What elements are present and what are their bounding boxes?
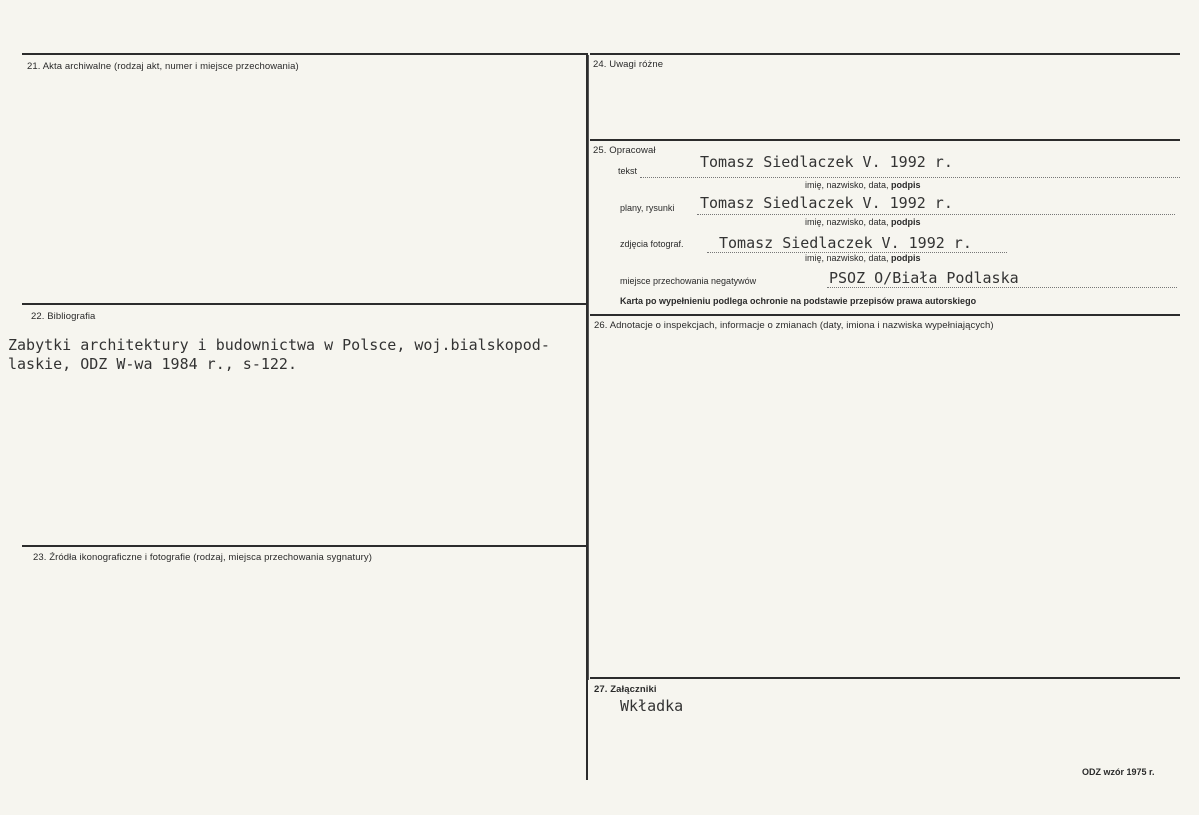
plany-caption-bold: podpis bbox=[891, 217, 921, 227]
attachments-value: Wkładka bbox=[620, 697, 684, 715]
section-24-label: 24. Uwagi różne bbox=[593, 59, 664, 70]
negatywy-value: PSOZ O/Biała Podlaska bbox=[829, 269, 1019, 287]
zdjecia-caption-bold: podpis bbox=[891, 253, 921, 263]
section-21-label: 21. Akta archiwalne (rodzaj akt, numer i miejsce przechowania) bbox=[27, 61, 299, 72]
zdjecia-caption bbox=[805, 253, 921, 263]
form-code: ODZ wzór 1975 r. bbox=[1082, 767, 1155, 777]
tekst-caption-bold: podpis bbox=[891, 180, 921, 190]
section-23-label: 23. Źródła ikonograficzne i fotografie (rodzaj, miejsca przechowania sygnatury) bbox=[33, 552, 372, 563]
negatywy-dotted-line bbox=[827, 287, 1177, 288]
rule-24-25 bbox=[590, 139, 1180, 141]
plany-value: Tomasz Siedlaczek V. 1992 r. bbox=[700, 194, 953, 212]
rule-22-23 bbox=[22, 545, 586, 547]
bibliography-line-1: Zabytki architektury i budownictwa w Polsce, woj.bialskopod- bbox=[8, 336, 550, 354]
rule-26-27 bbox=[590, 677, 1180, 679]
copyright-note: Karta po wypełnieniu podlega ochronie na podstawie przepisów prawa autorskiego bbox=[620, 296, 977, 306]
tekst-caption bbox=[805, 180, 921, 190]
section-22-label: 22. Bibliografia bbox=[31, 311, 96, 322]
right-column-divider bbox=[588, 55, 589, 680]
section-26-label: 26. Adnotacje o inspekcjach, informacje o zmianach (daty, imiona i nazwiska wypełniających) bbox=[594, 320, 994, 331]
plany-caption-text: imię, nazwisko, data, bbox=[805, 217, 892, 227]
top-rule-left bbox=[22, 53, 586, 55]
zdjecia-label: zdjęcia fotograf. bbox=[620, 239, 684, 249]
bibliography-line-2: laskie, ODZ W-wa 1984 r., s-122. bbox=[8, 355, 297, 373]
tekst-dotted-line bbox=[640, 177, 1180, 178]
zdjecia-value: Tomasz Siedlaczek V. 1992 r. bbox=[719, 234, 972, 252]
zdjecia-caption-text: imię, nazwisko, data, bbox=[805, 253, 892, 263]
tekst-caption-text: imię, nazwisko, data, bbox=[805, 180, 892, 190]
negatywy-label: miejsce przechowania negatywów bbox=[620, 276, 757, 286]
section-25-label: 25. Opracował bbox=[593, 145, 656, 156]
plany-label: plany, rysunki bbox=[620, 203, 675, 213]
section-27-label: 27. Załączniki bbox=[594, 684, 657, 695]
rule-21-22 bbox=[22, 303, 586, 305]
rule-25-26 bbox=[590, 314, 1180, 316]
top-rule-right bbox=[590, 53, 1180, 55]
tekst-label: tekst bbox=[618, 166, 638, 176]
plany-caption bbox=[805, 217, 921, 227]
plany-dotted-line bbox=[697, 214, 1175, 215]
tekst-value: Tomasz Siedlaczek V. 1992 r. bbox=[700, 153, 953, 171]
